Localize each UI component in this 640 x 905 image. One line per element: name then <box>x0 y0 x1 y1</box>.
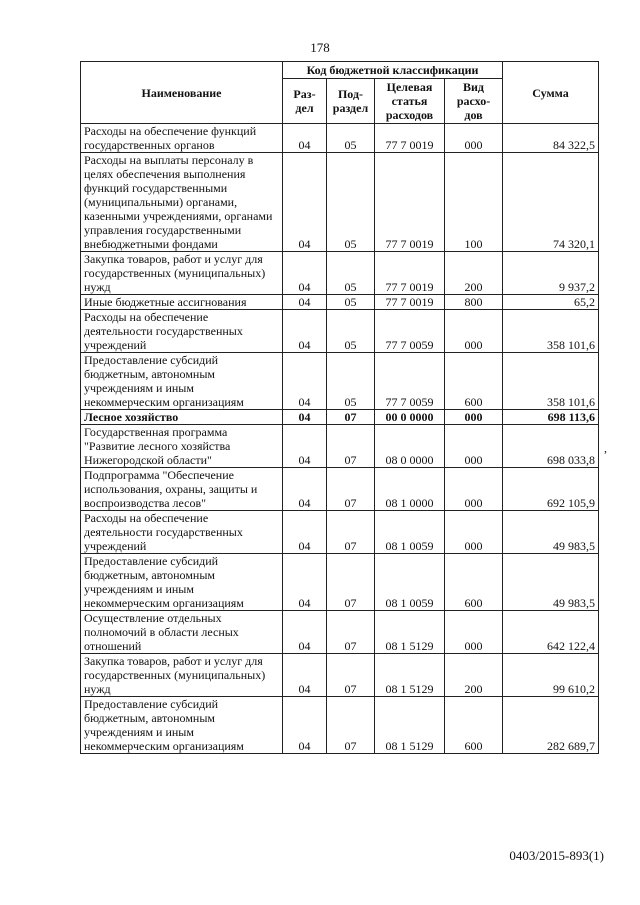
row-section: 04 <box>283 468 327 511</box>
table-row <box>81 511 599 554</box>
row-section: 04 <box>283 554 327 611</box>
row-type: 000 <box>445 124 503 153</box>
row-target: 08 0 0000 <box>375 425 445 468</box>
row-name: Лесное хозяйство <box>81 410 283 425</box>
row-subsection: 07 <box>327 611 375 654</box>
row-name: Расходы на выплаты персоналу в целях обеспечения выполнения функций государственными (муниципальными) органами, казенными учреждениями, органами управления государственными внебюджетными фондами <box>81 153 283 252</box>
row-subsection: 07 <box>327 697 375 754</box>
table-row <box>81 468 599 511</box>
row-subsection: 07 <box>327 425 375 468</box>
row-subsection: 07 <box>327 511 375 554</box>
row-type: 200 <box>445 252 503 295</box>
table-row <box>81 554 599 611</box>
header-classification-group: Код бюджетной классификации <box>283 62 503 79</box>
table-row <box>81 425 599 468</box>
row-sum: 74 320,1 <box>503 153 599 252</box>
row-section: 04 <box>283 124 327 153</box>
row-target: 08 1 5129 <box>375 697 445 754</box>
document-code: 0403/2015-893(1) <box>509 848 604 863</box>
row-type: 000 <box>445 310 503 353</box>
row-section: 04 <box>283 654 327 697</box>
table-row <box>81 252 599 295</box>
row-section: 04 <box>283 153 327 252</box>
row-subsection: 07 <box>327 410 375 425</box>
row-type: 600 <box>445 554 503 611</box>
row-name: Предоставление субсидий бюджетным, автономным учреждениям и иным некоммерческим организациям <box>81 554 283 611</box>
row-type: 200 <box>445 654 503 697</box>
row-type: 000 <box>445 611 503 654</box>
row-name: Расходы на обеспечение функций государственных органов <box>81 124 283 153</box>
row-section: 04 <box>283 697 327 754</box>
header-section: Раз- дел <box>283 79 327 124</box>
row-name: Государственная программа "Развитие лесного хозяйства Нижегородской области" <box>81 425 283 468</box>
row-type: 600 <box>445 697 503 754</box>
row-type: 000 <box>445 425 503 468</box>
header-target: Целевая статья расходов <box>375 79 445 124</box>
row-target: 08 1 5129 <box>375 611 445 654</box>
row-name: Закупка товаров, работ и услуг для государственных (муниципальных) нужд <box>81 654 283 697</box>
row-sum: 698 033,8 <box>503 425 599 468</box>
budget-table <box>80 61 599 754</box>
table-row <box>81 124 599 153</box>
row-target: 00 0 0000 <box>375 410 445 425</box>
row-type: 600 <box>445 353 503 410</box>
row-name: Расходы на обеспечение деятельности государственных учреждений <box>81 511 283 554</box>
row-name: Иные бюджетные ассигнования <box>81 295 283 310</box>
header-type: Вид расхо- дов <box>445 79 503 124</box>
row-target: 08 1 0000 <box>375 468 445 511</box>
page-number: 178 <box>310 40 330 55</box>
row-section: 04 <box>283 611 327 654</box>
row-target: 77 7 0059 <box>375 353 445 410</box>
header-subsection: Под- раздел <box>327 79 375 124</box>
row-sum: 65,2 <box>503 295 599 310</box>
table-row <box>81 697 599 754</box>
row-name: Предоставление субсидий бюджетным, автономным учреждениям и иным некоммерческим организациям <box>81 353 283 410</box>
row-target: 08 1 5129 <box>375 654 445 697</box>
row-subsection: 05 <box>327 310 375 353</box>
row-target: 77 7 0019 <box>375 153 445 252</box>
header-name: Наименование <box>81 62 283 124</box>
row-target: 08 1 0059 <box>375 554 445 611</box>
row-sum: 99 610,2 <box>503 654 599 697</box>
row-sum: 692 105,9 <box>503 468 599 511</box>
row-subsection: 05 <box>327 295 375 310</box>
row-subsection: 05 <box>327 252 375 295</box>
row-target: 77 7 0019 <box>375 124 445 153</box>
table-row <box>81 654 599 697</box>
row-type: 000 <box>445 468 503 511</box>
table-row <box>81 611 599 654</box>
table-row <box>81 153 599 252</box>
row-name: Расходы на обеспечение деятельности государственных учреждений <box>81 310 283 353</box>
row-subsection: 05 <box>327 124 375 153</box>
row-subsection: 07 <box>327 554 375 611</box>
row-sum: 358 101,6 <box>503 353 599 410</box>
row-sum: 282 689,7 <box>503 697 599 754</box>
row-type: 100 <box>445 153 503 252</box>
row-subsection: 05 <box>327 353 375 410</box>
row-target: 77 7 0059 <box>375 310 445 353</box>
row-section: 04 <box>283 295 327 310</box>
row-type: 000 <box>445 410 503 425</box>
row-sum: 49 983,5 <box>503 511 599 554</box>
row-section: 04 <box>283 511 327 554</box>
table-row <box>81 295 599 310</box>
row-section: 04 <box>283 310 327 353</box>
table-row <box>81 353 599 410</box>
row-subsection: 07 <box>327 468 375 511</box>
row-subsection: 05 <box>327 153 375 252</box>
row-target: 77 7 0019 <box>375 252 445 295</box>
table-body <box>81 124 599 754</box>
row-type: 800 <box>445 295 503 310</box>
row-subsection: 07 <box>327 654 375 697</box>
row-name: Закупка товаров, работ и услуг для государственных (муниципальных) нужд <box>81 252 283 295</box>
row-section: 04 <box>283 425 327 468</box>
row-section: 04 <box>283 252 327 295</box>
row-type: 000 <box>445 511 503 554</box>
row-sum: 9 937,2 <box>503 252 599 295</box>
row-name: Подпрограмма "Обеспечение использования, охраны, защиты и воспроизводства лесов" <box>81 468 283 511</box>
row-target: 08 1 0059 <box>375 511 445 554</box>
row-sum: 642 122,4 <box>503 611 599 654</box>
row-name: Предоставление субсидий бюджетным, автономным учреждениям и иным некоммерческим организациям <box>81 697 283 754</box>
row-sum: 84 322,5 <box>503 124 599 153</box>
row-target: 77 7 0019 <box>375 295 445 310</box>
table-row <box>81 310 599 353</box>
row-sum: 698 113,6 <box>503 410 599 425</box>
row-name: Осуществление отдельных полномочий в области лесных отношений <box>81 611 283 654</box>
row-section: 04 <box>283 353 327 410</box>
row-section: 04 <box>283 410 327 425</box>
header-sum: Сумма <box>503 62 599 124</box>
table-row <box>81 410 599 425</box>
row-sum: 49 983,5 <box>503 554 599 611</box>
row-sum: 358 101,6 <box>503 310 599 353</box>
margin-mark: , <box>604 441 607 455</box>
